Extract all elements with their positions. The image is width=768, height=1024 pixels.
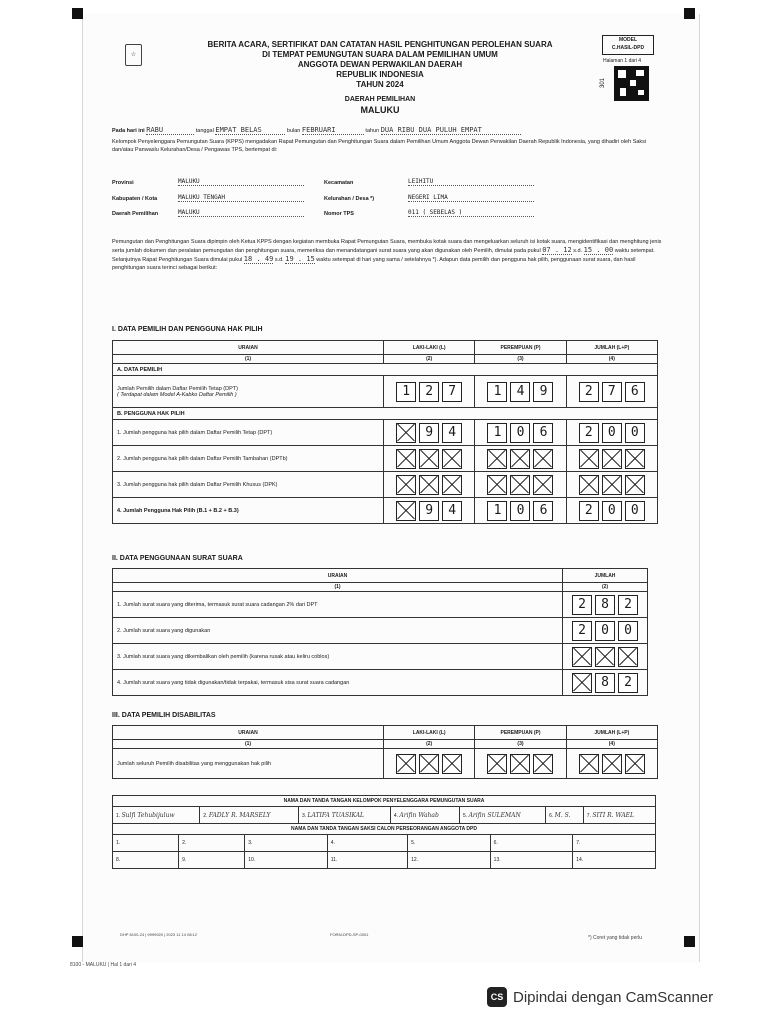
dpt-jumlah-digits[interactable] — [571, 382, 653, 402]
crossed-digit-box[interactable] — [396, 501, 416, 521]
document-title — [150, 40, 610, 90]
saksi-slot[interactable]: 14. — [573, 852, 656, 869]
saksi-signature-table — [112, 823, 656, 869]
disability-laki-digits[interactable] — [388, 754, 470, 774]
crossed-digit-box[interactable] — [396, 475, 416, 495]
crossed-digit-box[interactable] — [442, 475, 462, 495]
model-code: C.HASIL-DPD — [611, 45, 645, 51]
saksi-slot[interactable]: 7. — [573, 835, 656, 852]
ballots-used-digits[interactable] — [567, 621, 643, 641]
col-jumlah: JUMLAH (L+P) — [566, 341, 657, 355]
intro-text: Pada hari ini — [112, 128, 145, 134]
registration-mark-bottom-left — [72, 936, 83, 947]
row-b1: 1. Jumlah pengguna hak pilih dalam Daftar Pemilih Tetap (DPT) — [113, 420, 384, 446]
kpu-logo: ☆ — [125, 44, 142, 66]
digit-box[interactable]: 6 — [533, 501, 553, 521]
digit-box[interactable]: 6 — [625, 382, 645, 402]
digit-box[interactable]: 2 — [579, 423, 599, 443]
b1-perempuan-digits[interactable] — [479, 423, 561, 443]
crossed-digit-box[interactable] — [510, 475, 530, 495]
digit-box[interactable]: 2 — [579, 501, 599, 521]
crossed-digit-box[interactable] — [579, 475, 599, 495]
saksi-slot[interactable]: 9. — [179, 852, 245, 869]
kpps-slot[interactable] — [546, 807, 584, 824]
signature-name: FADLY R. MARSELY — [208, 811, 271, 819]
row-ballots-returned: 3. Jumlah surat suara yang dikembalikan oleh pemilih (karena rusak atau keliru coblos) — [113, 644, 563, 670]
ballots-received-digits[interactable] — [567, 595, 643, 615]
b3-laki-digits[interactable] — [388, 475, 470, 495]
kelurahan-label: Kelurahan / Desa *) — [324, 196, 375, 202]
crossed-digit-box[interactable] — [533, 754, 553, 774]
crossed-digit-box[interactable] — [579, 754, 599, 774]
slot-number: 5. — [463, 812, 468, 819]
col-jumlah: JUMLAH — [563, 569, 648, 583]
digit-box[interactable]: 0 — [618, 621, 638, 641]
row-ballots-received: 1. Jumlah surat suara yang diterima, termasuk surat suara cadangan 2% dari DPT — [113, 592, 563, 618]
procedure-text: waktu setempat. — [614, 248, 655, 254]
slot-number: 1. — [116, 812, 121, 819]
slot-number: 3. — [301, 812, 307, 819]
col-laki: LAKI-LAKI (L) — [384, 341, 475, 355]
crossed-digit-box[interactable] — [396, 754, 416, 774]
digit-box[interactable]: 1 — [487, 382, 507, 402]
kpps-slot[interactable] — [200, 807, 299, 824]
form-code: 301 — [600, 77, 607, 89]
col-number: (1) — [113, 583, 563, 592]
digit-box[interactable]: 9 — [533, 382, 553, 402]
voter-data-table — [112, 340, 658, 524]
kpps-slot[interactable] — [113, 807, 200, 824]
dpt-laki-digits[interactable] — [388, 382, 470, 402]
footer-note: *) Coret yang tidak perlu — [588, 935, 642, 941]
kabupaten-field[interactable]: MALUKU TENGAH — [178, 194, 304, 202]
crossed-digit-box[interactable] — [602, 754, 622, 774]
crossed-digit-box[interactable] — [625, 754, 645, 774]
saksi-slot[interactable]: 12. — [408, 852, 491, 869]
digit-box[interactable]: 2 — [579, 382, 599, 402]
kecamatan-field[interactable]: LEIHITU — [408, 178, 534, 186]
digit-box[interactable]: 9 — [419, 501, 439, 521]
crossed-digit-box[interactable] — [579, 449, 599, 469]
intro-text: bulan — [286, 128, 301, 134]
procedure-text: s.d. — [573, 248, 583, 254]
kpps-slot[interactable] — [583, 807, 655, 824]
saksi-slot[interactable]: 1. — [113, 835, 179, 852]
tps-field[interactable]: 011 ( SEBELAS ) — [408, 209, 534, 217]
crossed-digit-box[interactable] — [419, 475, 439, 495]
b4-jumlah-digits[interactable] — [571, 501, 653, 521]
b3-perempuan-digits[interactable] — [479, 475, 561, 495]
digit-box[interactable]: 4 — [510, 382, 530, 402]
subsection-a: A. DATA PEMILIH — [113, 364, 658, 376]
digit-box[interactable]: 9 — [419, 423, 439, 443]
ballots-returned-digits[interactable] — [567, 647, 643, 667]
end-time-1[interactable]: 15 . 00 — [583, 246, 614, 254]
kpps-title: NAMA DAN TANDA TANGAN KELOMPOK PENYELENGGARA PEMUNGUTAN SUARA — [113, 796, 656, 807]
row-label: Jumlah Pemilih dalam Daftar Pemilih Tetap (DPT) — [117, 385, 238, 392]
saksi-slot[interactable]: 10. — [245, 852, 328, 869]
disability-table — [112, 725, 658, 779]
footer-page-code: 8100 - MALUKU | Hal 1 dari 4 — [70, 962, 137, 968]
crossed-digit-box[interactable] — [487, 449, 507, 469]
page-number: Halaman 1 dari 4 — [603, 58, 642, 64]
row-ballots-unused: 4. Jumlah surat suara yang tidak digunakan/tidak terpakai, termasuk sisa surat suara cadangan — [113, 670, 563, 696]
col-number: (1) — [113, 740, 384, 749]
col-uraian: URAIAN — [113, 569, 563, 583]
crossed-digit-box[interactable] — [396, 449, 416, 469]
title-line: REPUBLIK INDONESIA — [336, 70, 424, 79]
row-ballots-used: 2. Jumlah surat suara yang digunakan — [113, 618, 563, 644]
digit-box[interactable]: 0 — [510, 501, 530, 521]
title-line: ANGGOTA DEWAN PERWAKILAN DAERAH — [297, 60, 463, 69]
saksi-slot[interactable]: 5. — [408, 835, 491, 852]
region-name: MALUKU — [360, 105, 400, 115]
digit-box[interactable]: 2 — [572, 621, 592, 641]
crossed-digit-box[interactable] — [595, 647, 615, 667]
crossed-digit-box[interactable] — [602, 475, 622, 495]
crossed-digit-box[interactable] — [625, 449, 645, 469]
row-b3: 3. Jumlah pengguna hak pilih dalam Daftar Pemilih Khusus (DPK) — [113, 472, 384, 498]
saksi-title: NAMA DAN TANDA TANGAN SAKSI CALON PERSEORANGAN ANGGOTA DPD — [113, 824, 656, 835]
procedure-text: waktu setempat di hari yang sama / setelahnya *). Adapun data pemilih dan pengguna hak pilih, penggunaan surat suara, dan hasil penghitungan suara terinci sebagai berikut: — [112, 257, 636, 271]
slot-number: 2. — [203, 812, 208, 819]
digit-box[interactable]: 2 — [618, 595, 638, 615]
digit-box[interactable]: 4 — [442, 423, 462, 443]
region-label: DAERAH PEMILIHAN — [344, 96, 416, 103]
day-field[interactable]: RABU — [146, 126, 194, 135]
tps-label: Nomor TPS — [324, 211, 354, 217]
row-dpt — [113, 376, 384, 408]
col-number: (2) — [563, 583, 648, 592]
disability-jumlah-digits[interactable] — [571, 754, 653, 774]
dapil-label: Daerah Pemilihan — [112, 211, 159, 217]
signature-name: Arifin Wahab — [399, 811, 439, 819]
slot-number: 6. — [549, 812, 554, 819]
b2-perempuan-digits[interactable] — [479, 449, 561, 469]
crossed-digit-box[interactable] — [572, 673, 592, 693]
crossed-digit-box[interactable] — [442, 754, 462, 774]
signature-name: Sulfi Tehubijuluw — [121, 811, 175, 819]
crossed-digit-box[interactable] — [487, 754, 507, 774]
footer-left-code: DHP 8100-24 | 9999920 | 2023 11 14 08:12 — [120, 932, 198, 937]
col-number: (4) — [566, 355, 657, 364]
digit-box[interactable]: 7 — [602, 382, 622, 402]
digit-box[interactable]: 2 — [572, 595, 592, 615]
digit-box[interactable]: 1 — [487, 423, 507, 443]
digit-box[interactable]: 8 — [595, 595, 615, 615]
intro-text: tanggal — [195, 128, 214, 134]
title-line: BERITA ACARA, SERTIFIKAT DAN CATATAN HASIL PENGHITUNGAN PEROLEHAN SUARA — [207, 40, 553, 49]
kpps-slot[interactable] — [298, 807, 390, 824]
intro-text: tahun — [365, 128, 380, 134]
provinsi-field[interactable]: MALUKU — [178, 178, 304, 186]
registration-mark-top-right — [684, 8, 695, 19]
digit-box[interactable]: 8 — [595, 673, 615, 693]
crossed-digit-box[interactable] — [442, 449, 462, 469]
b2-jumlah-digits[interactable] — [571, 449, 653, 469]
digit-box[interactable]: 0 — [602, 423, 622, 443]
crossed-digit-box[interactable] — [533, 449, 553, 469]
year-field[interactable]: DUA RIBU DUA PULUH EMPAT — [381, 126, 521, 135]
digit-box[interactable]: 2 — [419, 382, 439, 402]
saksi-slot[interactable]: 4. — [327, 835, 407, 852]
digit-box[interactable]: 4 — [442, 501, 462, 521]
b1-jumlah-digits[interactable] — [571, 423, 653, 443]
row-note: ( Terdapat dalam Model A-Kabko Daftar Pemilih ) — [117, 391, 237, 398]
model-label: MODEL — [618, 37, 638, 43]
signature-name: SITI R. WAEL — [592, 811, 635, 819]
section-3-title: III. DATA PEMILIH DISABILITAS — [112, 712, 216, 719]
crossed-digit-box[interactable] — [419, 754, 439, 774]
digit-box[interactable]: 6 — [533, 423, 553, 443]
col-number: (3) — [475, 355, 566, 364]
signature-name: LATIFA TUASIKAL — [307, 811, 365, 819]
crossed-digit-box[interactable] — [510, 754, 530, 774]
ballots-unused-digits[interactable] — [567, 673, 643, 693]
b3-jumlah-digits[interactable] — [571, 475, 653, 495]
section-2-title: II. DATA PENGGUNAAN SURAT SUARA — [112, 555, 243, 562]
digit-box[interactable]: 0 — [602, 501, 622, 521]
digit-box[interactable]: 2 — [618, 673, 638, 693]
title-line: TAHUN 2024 — [356, 80, 404, 89]
kpps-slot[interactable] — [460, 807, 546, 824]
procedure-text: Selanjutnya Rapat Penghitungan Suara dimulai pukul — [112, 257, 243, 263]
kpps-slot[interactable] — [390, 807, 459, 824]
digit-box[interactable]: 1 — [487, 501, 507, 521]
crossed-digit-box[interactable] — [625, 475, 645, 495]
procedure-text: Pemungutan dan Penghitungan Suara dipimpin oleh Ketua KPPS dengan kegiatan membuka Rapat Pemungutan Suara, membuka kotak suara dan mengeluarkan seluruh isi kotak suara, mengidentifikasi dan menghitung jenis serta jumlah dokumen dan peralatan pemungutan dan penghitungan suara, memeriksa dan menandatangani surat suara yang akan digunakan oleh Pemilih, dimulai pada pukul — [112, 239, 662, 254]
digit-box[interactable]: 0 — [625, 501, 645, 521]
disability-perempuan-digits[interactable] — [479, 754, 561, 774]
dpt-perempuan-digits[interactable] — [479, 382, 561, 402]
crossed-digit-box[interactable] — [602, 449, 622, 469]
col-jumlah: JUMLAH (L+P) — [566, 726, 657, 740]
slot-number: 4. — [393, 812, 399, 819]
col-perempuan: PEREMPUAN (P) — [475, 341, 566, 355]
kecamatan-label: Kecamatan — [324, 180, 354, 186]
crossed-digit-box[interactable] — [572, 647, 592, 667]
crossed-digit-box[interactable] — [533, 475, 553, 495]
saksi-slot[interactable]: 11. — [327, 852, 407, 869]
dapil-field[interactable]: MALUKU — [178, 209, 304, 217]
saksi-slot[interactable]: 13. — [490, 852, 573, 869]
camscanner-logo-icon: CS — [487, 987, 507, 1007]
registration-mark-top-left — [72, 8, 83, 19]
col-uraian: URAIAN — [113, 726, 384, 740]
col-number: (2) — [384, 355, 475, 364]
col-perempuan: PEREMPUAN (P) — [475, 726, 566, 740]
month-field[interactable]: FEBRUARI — [302, 126, 364, 135]
row-b2: 2. Jumlah pengguna hak pilih dalam Daftar Pemilih Tambahan (DPTb) — [113, 446, 384, 472]
kelurahan-field[interactable]: NEGERI LIMA — [408, 194, 534, 202]
col-number: (1) — [113, 355, 384, 364]
title-line: DI TEMPAT PEMUNGUTAN SUARA DALAM PEMILIHAN UMUM — [262, 50, 498, 59]
slot-number: 7. — [586, 812, 591, 819]
camscanner-watermark — [487, 987, 713, 1007]
start-time-2[interactable]: 18 . 49 — [243, 255, 274, 263]
crossed-digit-box[interactable] — [419, 449, 439, 469]
digit-box[interactable]: 7 — [442, 382, 462, 402]
b1-laki-digits[interactable] — [388, 423, 470, 443]
intro-body: Kelompok Penyelenggara Pemungutan Suara (KPPS) mengadakan Rapat Pemungutan dan Penghitungan Suara dalam Pemilihan Umum Anggota Dewan Perwakilan Daerah Republik Indonesia, yang dihadiri oleh Saksi dan/atau Panwaslu Kelurahan/Desa / Pengawas TPS, bertempat di: — [112, 139, 647, 153]
region-heading — [150, 96, 610, 115]
col-number: (3) — [475, 740, 566, 749]
col-laki: LAKI-LAKI (L) — [384, 726, 475, 740]
digit-box[interactable]: 0 — [595, 621, 615, 641]
intro-date-line — [112, 126, 672, 135]
col-number: (2) — [384, 740, 475, 749]
b2-laki-digits[interactable] — [388, 449, 470, 469]
subsection-b: B. PENGGUNA HAK PILIH — [113, 408, 658, 420]
digit-box[interactable]: 1 — [396, 382, 416, 402]
col-number: (4) — [566, 740, 657, 749]
saksi-slot[interactable]: 3. — [245, 835, 328, 852]
end-time-2[interactable]: 19 . 15 — [285, 255, 315, 263]
section-1-title: I. DATA PEMILIH DAN PENGGUNA HAK PILIH — [112, 326, 263, 333]
digit-box[interactable]: 0 — [510, 423, 530, 443]
procedure-paragraph — [112, 238, 668, 272]
registration-mark-bottom-right — [684, 936, 695, 947]
crossed-digit-box[interactable] — [396, 423, 416, 443]
kpps-signature-table — [112, 795, 656, 824]
footer-center-code: FORM-DPD-SP-0001 — [330, 932, 369, 937]
row-disability: Jumlah seluruh Pemilih disabilitas yang menggunakan hak pilih — [113, 749, 384, 779]
saksi-slot[interactable]: 2. — [179, 835, 245, 852]
kabupaten-label: Kabupaten / Kota — [112, 196, 158, 202]
signature-name: M. S. — [554, 811, 571, 819]
row-b4: 4. Jumlah Pengguna Hak Pilih (B.1 + B.2 + B.3) — [113, 498, 384, 524]
qr-code-icon — [614, 66, 649, 101]
date-field[interactable]: EMPAT BELAS — [215, 126, 285, 135]
saksi-slot[interactable]: 8. — [113, 852, 179, 869]
ballot-usage-table — [112, 568, 648, 696]
col-uraian: URAIAN — [113, 341, 384, 355]
b4-perempuan-digits[interactable] — [479, 501, 561, 521]
crossed-digit-box[interactable] — [487, 475, 507, 495]
model-badge — [602, 35, 654, 55]
b4-laki-digits[interactable] — [388, 501, 470, 521]
provinsi-label: Provinsi — [112, 180, 134, 186]
signature-name: Arifin SULEMAN — [468, 811, 521, 819]
camscanner-text: Dipindai dengan CamScanner — [513, 988, 714, 1006]
start-time-1[interactable]: 07 . 12 — [542, 246, 572, 254]
saksi-slot[interactable]: 6. — [490, 835, 573, 852]
procedure-text: s.d. — [274, 257, 284, 263]
crossed-digit-box[interactable] — [510, 449, 530, 469]
crossed-digit-box[interactable] — [618, 647, 638, 667]
digit-box[interactable]: 0 — [625, 423, 645, 443]
